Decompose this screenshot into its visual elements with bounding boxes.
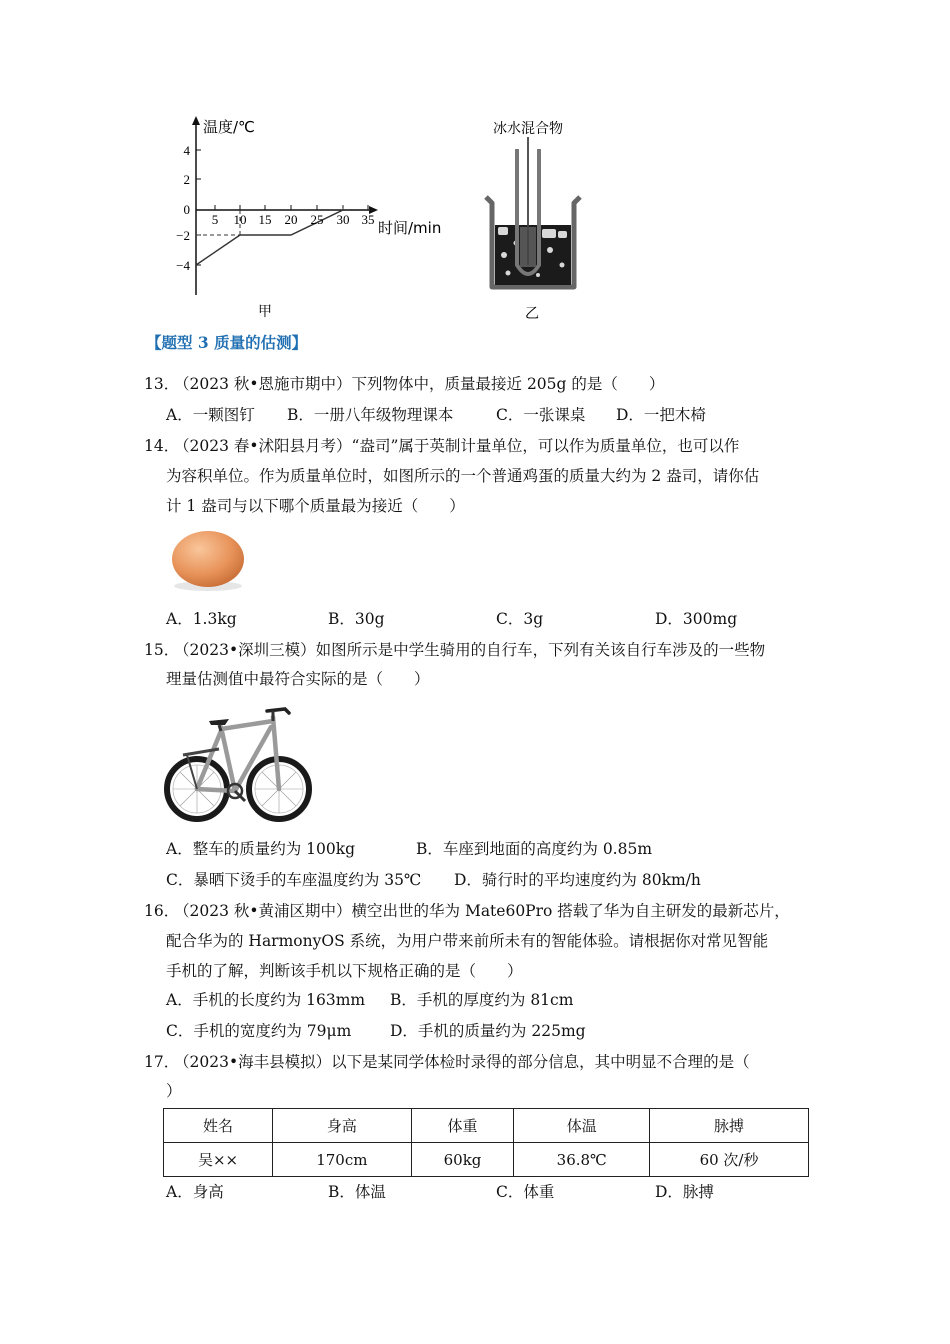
- option-c[interactable]: C．暴晒下烫手的车座温度约为 35℃: [166, 871, 422, 889]
- option-a[interactable]: A．一颗图钉: [166, 406, 255, 424]
- x-tick-label: 10: [233, 212, 247, 227]
- option-b[interactable]: B．一册八年级物理课本: [287, 406, 454, 424]
- figure-caption: 甲: [258, 304, 272, 320]
- table-header-cell: 身高: [273, 1109, 412, 1143]
- option-a[interactable]: A．1.3kg: [166, 610, 237, 628]
- option-d[interactable]: D．脉搏: [655, 1183, 714, 1201]
- option-d[interactable]: D．骑行时的平均速度约为 80km/h: [454, 871, 701, 889]
- egg-illustration: [166, 527, 250, 593]
- option-b[interactable]: B．手机的厚度约为 81cm: [390, 991, 574, 1009]
- table-header-row: [164, 1109, 809, 1143]
- table-header-cell: 姓名: [164, 1109, 273, 1143]
- question-number: 16．: [144, 902, 180, 920]
- option-a[interactable]: A．身高: [166, 1183, 224, 1201]
- table-cell: 吴××: [164, 1143, 273, 1177]
- y-axis-label: 温度/℃: [203, 118, 255, 136]
- table-header-cell: 体重: [411, 1109, 514, 1143]
- option-d[interactable]: D．300mg: [655, 610, 738, 628]
- x-axis-label: 时间/min: [378, 219, 442, 237]
- bicycle-seat: [209, 719, 229, 725]
- question-number: 14．: [144, 437, 180, 455]
- bicycle-illustration: [163, 697, 313, 827]
- x-tick-label: 30: [336, 212, 350, 227]
- y-axis-arrow: [192, 116, 200, 125]
- question-text: 计 1 盎司与以下哪个质量最为接近（ ）: [166, 497, 465, 515]
- question-number: 15．: [144, 641, 180, 659]
- option-c[interactable]: C．体重: [496, 1183, 555, 1201]
- x-tick-label: 25: [310, 212, 324, 227]
- figure-caption: 乙: [525, 306, 539, 322]
- bicycle-frame: [197, 717, 279, 791]
- question-text: 手机的了解，判断该手机以下规格正确的是（ ）: [166, 962, 523, 980]
- question-text: （2023 春•沭阳县月考）“盎司”属于英制计量单位，可以作为质量单位，也可以作: [174, 437, 740, 455]
- table-cell: 36.8℃: [514, 1143, 650, 1177]
- question-number: 13．: [144, 375, 180, 393]
- option-b[interactable]: B．30g: [328, 610, 385, 628]
- question-text: 为容积单位。作为质量单位时，如图所示的一个普通鸡蛋的质量大约为 2 盎司，请你估: [166, 467, 760, 485]
- x-tick-label: 5: [211, 212, 219, 227]
- table-header-cell: 脉搏: [650, 1109, 809, 1143]
- bicycle-handlebar: [267, 709, 289, 713]
- y-tick-label: −2: [176, 228, 190, 243]
- table-cell: 60 次/秒: [650, 1143, 809, 1177]
- question-text: 理量估测值中最符合实际的是（ ）: [166, 670, 430, 688]
- y-tick-label: −4: [176, 258, 190, 273]
- question-text: （2023 秋•黄浦区期中）横空出世的华为 Mate60Pro 搭载了华为自主研发的最新芯片，: [174, 902, 790, 920]
- ice-water-beaker-illustration: [480, 115, 590, 325]
- question-text: （2023•深圳三模）如图所示是中学生骑用的自行车，下列有关该自行车涉及的一些物: [174, 641, 766, 659]
- question-text: （2023•海丰县模拟）以下是某同学体检时录得的部分信息，其中明显不合理的是（: [174, 1053, 750, 1071]
- option-a[interactable]: A．手机的长度约为 163mm: [166, 991, 366, 1009]
- option-c[interactable]: C．一张课桌: [496, 406, 586, 424]
- option-d[interactable]: D．一把木椅: [616, 406, 706, 424]
- option-d[interactable]: D．手机的质量约为 225mg: [390, 1022, 586, 1040]
- question-text: 配合华为的 HarmonyOS 系统，为用户带来前所未有的智能体验。请根据你对常见智能: [166, 932, 769, 950]
- table-row: [164, 1143, 809, 1177]
- table-header-cell: 体温: [514, 1109, 650, 1143]
- question-number: 17．: [144, 1053, 180, 1071]
- y-tick-label: 2: [183, 172, 190, 187]
- section-heading: 【题型 3 质量的估测】: [146, 333, 308, 352]
- option-c[interactable]: C．3g: [496, 610, 544, 628]
- option-b[interactable]: B．体温: [328, 1183, 386, 1201]
- question-text: （2023 秋•恩施市期中）下列物体中，质量最接近 205g 的是（ ）: [174, 375, 665, 393]
- table-cell: 60kg: [411, 1143, 514, 1177]
- x-tick-label: 35: [361, 212, 375, 227]
- table-cell: 170cm: [273, 1143, 412, 1177]
- x-tick-label: 20: [284, 212, 298, 227]
- option-a[interactable]: A．整车的质量约为 100kg: [166, 840, 356, 858]
- y-tick-label: 4: [183, 143, 190, 158]
- beaker-label: 冰水混合物: [493, 121, 563, 137]
- question-text: ）: [166, 1082, 182, 1100]
- temperature-time-graph: [160, 110, 470, 320]
- x-tick-label: 15: [258, 212, 272, 227]
- egg: [172, 531, 244, 587]
- y-tick-label: 0: [183, 202, 190, 217]
- option-b[interactable]: B．车座到地面的高度约为 0.85m: [416, 840, 653, 858]
- option-c[interactable]: C．手机的宽度约为 79μm: [166, 1022, 352, 1040]
- health-check-table: [163, 1108, 809, 1177]
